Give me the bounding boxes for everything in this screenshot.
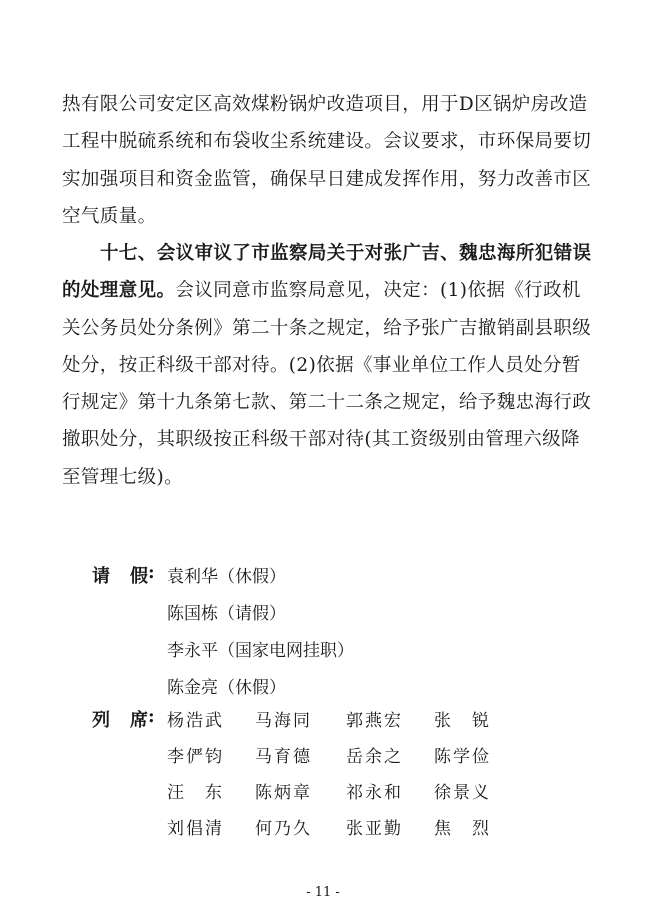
attendee-name: 何乃久 bbox=[255, 819, 312, 839]
text-line: 关公务员处分条例》第二十条之规定，给予张广吉撤销副县职级 bbox=[62, 317, 592, 339]
attendee-name: 刘倡清 bbox=[167, 819, 224, 839]
attendee-name: 焦 烈 bbox=[434, 819, 491, 839]
attendee-name: 祁永和 bbox=[346, 783, 403, 803]
paragraph-2 bbox=[62, 235, 592, 496]
text-line: 实加强项目和资金监管，确保早日建成发挥作用，努力改善市区 bbox=[62, 168, 592, 190]
attendees-label-char: 席 bbox=[130, 710, 148, 731]
attendees-label bbox=[92, 706, 155, 732]
leave-entry: 陈金亮（休假） bbox=[167, 678, 286, 698]
attendee-name: 张 锐 bbox=[434, 711, 491, 731]
attendee-name: 陈学俭 bbox=[434, 747, 491, 767]
text-run: 会议同意市监察局意见，决定：(1)依据《行政机 bbox=[175, 280, 581, 302]
leave-label-char: 假 bbox=[130, 566, 148, 587]
leave-entry: 陈国栋（请假） bbox=[167, 604, 286, 624]
attendees-label-char: 列 bbox=[92, 710, 110, 731]
attendees-label-colon: : bbox=[148, 706, 155, 727]
text-line: 至管理七级)。 bbox=[62, 466, 184, 488]
attendee-name: 岳余之 bbox=[346, 747, 403, 767]
text-line: 撤职处分，其职级按正科级干部对待(其工资级别由管理六级降 bbox=[62, 429, 580, 451]
leave-label-colon: : bbox=[148, 562, 155, 583]
page-number: - 11 - bbox=[306, 885, 340, 900]
attendee-name: 郭燕宏 bbox=[346, 711, 403, 731]
attendee-name: 张亚勤 bbox=[346, 819, 403, 839]
attendee-name: 马育德 bbox=[255, 747, 312, 767]
attendee-name: 徐景义 bbox=[434, 783, 491, 803]
attendee-name: 马海同 bbox=[255, 711, 312, 731]
leave-entry: 李永平（国家电网挂职） bbox=[167, 641, 354, 661]
attendee-name: 陈炳章 bbox=[255, 783, 312, 803]
text-line: 空气质量。 bbox=[62, 205, 157, 227]
text-line: 热有限公司安定区高效煤粉锅炉改造项目，用于D区锅炉房改造 bbox=[62, 94, 588, 115]
text-line: 处分，按正科级干部对待。(2)依据《事业单位工作人员处分暂 bbox=[62, 354, 581, 376]
text-line: 工程中脱硫系统和布袋收尘系统建设。会议要求，市环保局要切 bbox=[62, 131, 592, 153]
leave-label bbox=[92, 562, 155, 588]
attendee-name: 杨浩武 bbox=[167, 711, 224, 731]
leave-label-char: 请 bbox=[92, 566, 110, 587]
item-heading-end: 的处理意见。 bbox=[62, 280, 176, 302]
attendee-name: 李俨钧 bbox=[167, 747, 224, 767]
text-line: 行规定》第十九条第七款、第二十二条之规定，给予魏忠海行政 bbox=[62, 392, 592, 414]
item-heading: 十七、会议审议了市监察局关于对张广吉、魏忠海所犯错误 bbox=[100, 243, 592, 264]
leave-entry: 袁利华（休假） bbox=[167, 567, 286, 587]
attendee-name: 汪 东 bbox=[167, 783, 224, 803]
text-line bbox=[62, 272, 592, 309]
paragraph-1 bbox=[62, 86, 592, 235]
